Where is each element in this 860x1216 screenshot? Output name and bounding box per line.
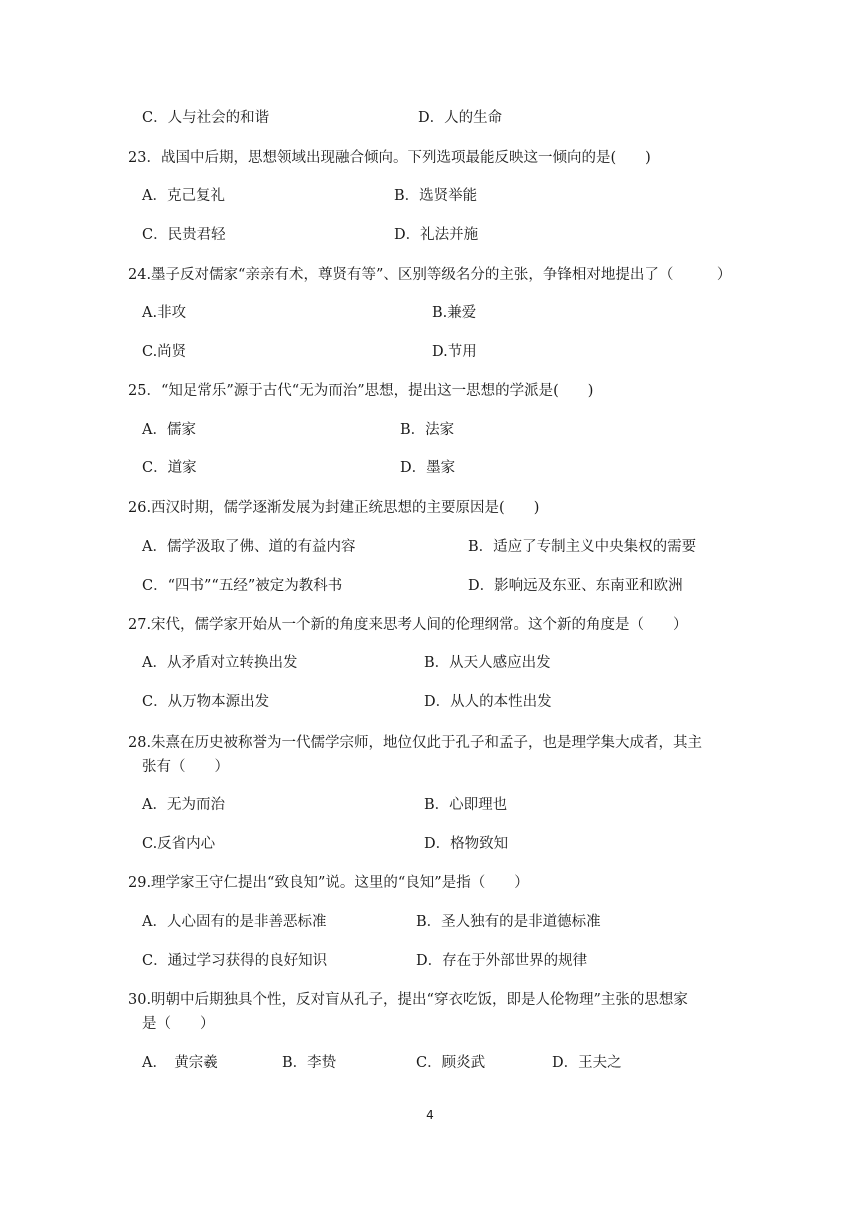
option-a: A.非攻 (142, 305, 187, 321)
option-d: D．王夫之 (552, 1055, 622, 1071)
option-b: B．法家 (400, 422, 455, 438)
option-b: B．从天人感应出发 (424, 655, 551, 671)
option-a: A．克己复礼 (142, 188, 225, 204)
option-c: C.反省内心 (142, 836, 216, 852)
question-30: 30.明朝中后期独具个性，反对盲从孔子，提出“穿衣吃饭，即是人伦物理”主张的思想家 (128, 992, 688, 1008)
question-28-continuation: 张有（ ） (142, 759, 229, 775)
question-24: 24.墨子反对儒家“亲亲有术，尊贤有等”、区别等级名分的主张，争锋相对地提出了（ ） (128, 267, 732, 283)
option-d: D．从人的本性出发 (424, 694, 552, 710)
option-b: B．适应了专制主义中央集权的需要 (468, 539, 697, 555)
option-d: D．影响远及东亚、东南亚和欧洲 (468, 578, 683, 594)
option-a: A． 黄宗羲 (142, 1055, 218, 1071)
option-c: C．道家 (142, 460, 197, 476)
question-28: 28.朱熹在历史被称誉为一代儒学宗师，地位仅此于孔子和孟子，也是理学集大成者，其主 (128, 735, 703, 751)
page-number: 4 (426, 1108, 434, 1122)
option-a: A．人心固有的是非善恶标准 (142, 914, 327, 930)
option-a: A．从矛盾对立转换出发 (142, 655, 298, 671)
option-a: A．儒学汲取了佛、道的有益内容 (142, 539, 356, 555)
option-c: C．通过学习获得的良好知识 (142, 953, 328, 969)
option-c: C．民贵君轻 (142, 227, 226, 243)
option-d: D．存在于外部世界的规律 (416, 953, 588, 969)
option-b: B.兼爱 (432, 305, 477, 321)
option-c: C．从万物本源出发 (142, 694, 270, 710)
option-d: D.节用 (432, 344, 477, 360)
option-d: D．格物致知 (424, 836, 509, 852)
option-c: C．“四书”“五经”被定为教科书 (142, 578, 343, 594)
option-b: B．选贤举能 (394, 188, 478, 204)
option-d: D．人的生命 (418, 110, 503, 126)
option-a: A．儒家 (142, 422, 196, 438)
question-26: 26.西汉时期，儒学逐渐发展为封建正统思想的主要原因是( ) (128, 500, 540, 516)
question-29: 29.理学家王守仁提出“致良知”说。这里的“良知”是指（ ） (128, 875, 529, 891)
option-d: D．礼法并施 (394, 227, 479, 243)
option-b: B．李贽 (282, 1055, 337, 1071)
option-b: B．圣人独有的是非道德标准 (416, 914, 601, 930)
option-b: B．心即理也 (424, 797, 508, 813)
option-c: C．顾炎武 (416, 1055, 486, 1071)
option-c: C．人与社会的和谐 (142, 110, 270, 126)
option-c: C.尚贤 (142, 344, 187, 360)
question-23: 23．战国中后期，思想领域出现融合倾向。下列选项最能反映这一倾向的是( ) (128, 150, 651, 166)
option-d: D．墨家 (400, 460, 456, 476)
question-30-continuation: 是（ ） (142, 1016, 215, 1032)
option-a: A．无为而治 (142, 797, 225, 813)
question-27: 27.宋代，儒学家开始从一个新的角度来思考人间的伦理纲常。这个新的角度是（ ） (128, 617, 688, 633)
question-25: 25．“知足常乐”源于古代“无为而治”思想，提出这一思想的学派是( ) (128, 383, 594, 399)
